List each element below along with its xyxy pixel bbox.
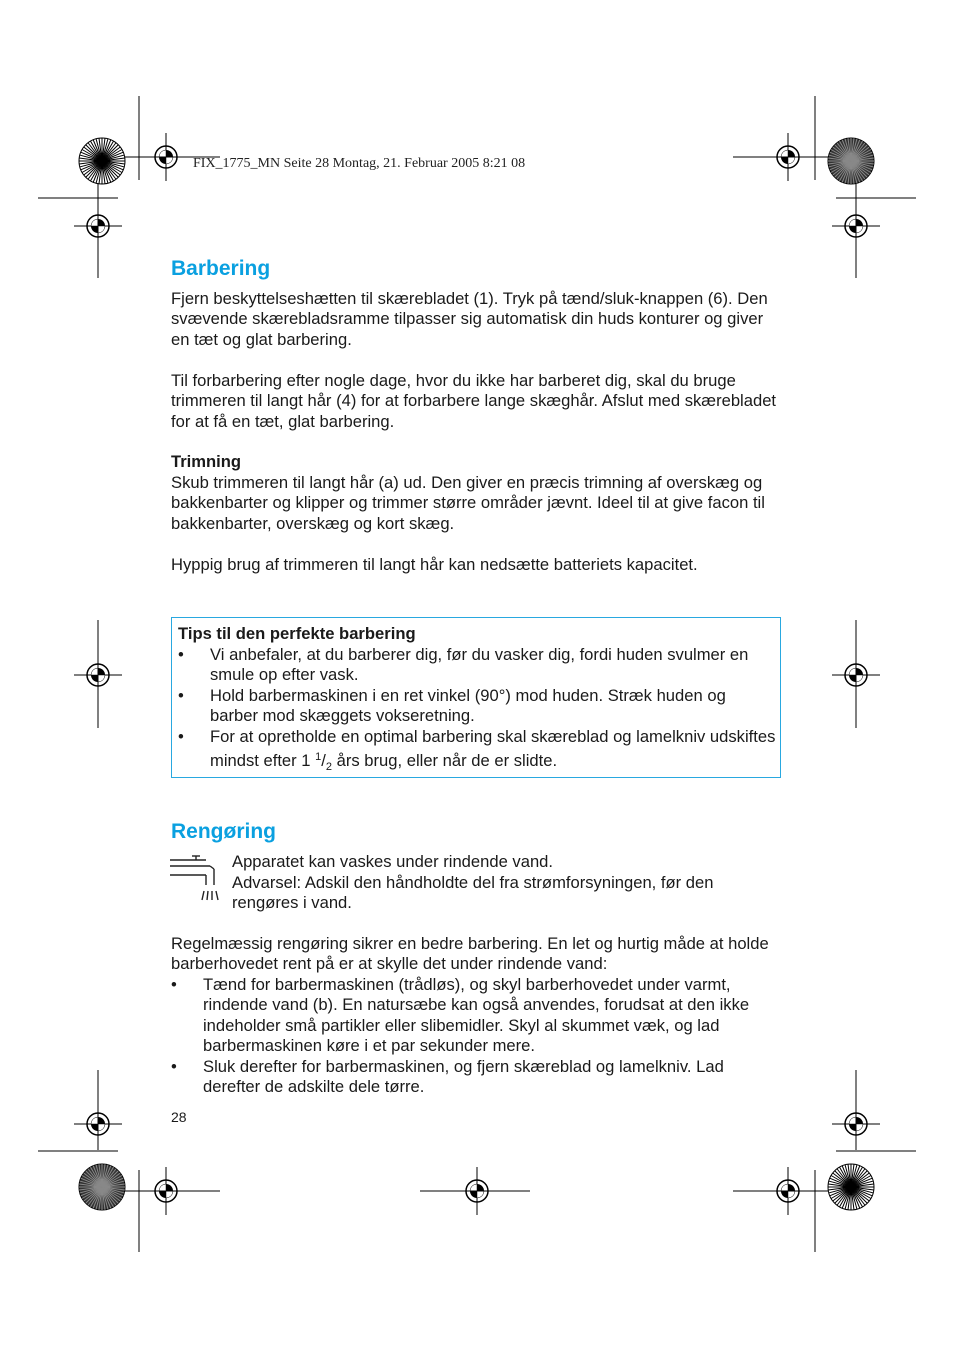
- water-note-line-1: Apparatet kan vaskes under rindende vand.: [232, 852, 554, 871]
- bullet: •: [178, 685, 184, 705]
- fraction-slash: /: [321, 751, 326, 771]
- tips-item-text-end: års brug, eller når de er slidte.: [332, 751, 558, 771]
- trimning-paragraph: Skub trimmeren til langt hår (a) ud. Den giver en præcis trimning af overskæg og bakkenbarter og klipper og trimmer større områder jævnt. Ideel til at give facon til bakkenbarter, overskæg og kort skæg.: [171, 473, 765, 533]
- trimmer-battery-note: Hyppig brug af trimmeren til langt hår kan nedsætte batteriets kapacitet.: [171, 555, 698, 574]
- tips-item: [178, 645, 776, 686]
- tips-title: Tips til den perfekte barbering: [178, 624, 416, 643]
- color-starburst-icon: [79, 1164, 125, 1210]
- cleaning-item: [171, 1057, 783, 1098]
- fraction-numerator: 1: [315, 751, 322, 764]
- color-starburst-icon: [828, 1164, 874, 1210]
- barbering-paragraph-2: Til forbarbering efter nogle dage, hvor du ikke har barberet dig, skal du bruge trimmeren til langt hår (4) for at forbarbere lange skæghår. Afslut med skærebladet for at få en tæt, glat barbering.: [171, 371, 777, 431]
- tips-item: [178, 686, 776, 727]
- tips-box: [171, 617, 781, 778]
- cleaning-list: [171, 975, 783, 1097]
- section-heading-barbering: Barbering: [171, 257, 271, 280]
- rengoring-paragraph: Regelmæssig rengøring sikrer en bedre barbering. En let og hurtig måde at holde barberhovedet rent på er at skylle det under rindende vand:: [171, 934, 769, 974]
- page-number: 28: [171, 1109, 187, 1125]
- tips-list: [178, 645, 776, 777]
- section-heading-rengoring: Rengøring: [171, 820, 276, 843]
- water-tap-icon: [170, 855, 220, 903]
- color-starburst-icon: [828, 138, 874, 184]
- fraction-denominator: 2: [325, 761, 333, 774]
- cleaning-item-text: Tænd for barbermaskinen (trådløs), og skyl barberhovedet under varmt, rindende vand (b). En natursæbe kan også anvendes, forudsat at den ikke indeholder små partikler eller slibemidler. Skyl al skummet væk, og lad barbermaskinen køre i et par sekunder mere.: [203, 975, 750, 1056]
- bullet: •: [171, 1056, 177, 1076]
- tips-item-text: For at opretholde en optimal barbering skal skæreblad og lamelkniv udskiftes mindst efter 1: [210, 726, 776, 771]
- bullet: •: [178, 726, 184, 746]
- cleaning-item: [171, 975, 783, 1057]
- trimning-heading: Trimning: [171, 452, 242, 471]
- color-starburst-icon: [79, 138, 125, 184]
- bullet: •: [171, 975, 177, 994]
- tips-item-text: Vi anbefaler, at du barberer dig, før du vasker dig, fordi huden svulmer en smule op efter vask.: [210, 645, 749, 685]
- water-warning: Advarsel: Adskil den håndholdte del fra strømforsyningen, før den rengøres i vand.: [232, 873, 714, 913]
- cleaning-item-text: Sluk derefter for barbermaskinen, og fjern skæreblad og lamelkniv. Lad derefter de adskilte dele tørre.: [203, 1056, 724, 1097]
- tips-item-text: Hold barbermaskinen i en ret vinkel (90°) mod huden. Stræk huden og barber mod skæggets vokseretning.: [210, 685, 726, 726]
- bullet: •: [178, 645, 184, 664]
- tips-item: [178, 727, 776, 778]
- print-slug-line: FIX_1775_MN Seite 28 Montag, 21. Februar 2005 8:21 08: [193, 156, 526, 171]
- barbering-paragraph-1: Fjern beskyttelseshætten til skærebladet (1). Tryk på tænd/sluk-knappen (6). Den svævende skærebladsramme tilpasser sig automatisk din huds konturer og giver en tæt og glat barbering.: [171, 289, 768, 349]
